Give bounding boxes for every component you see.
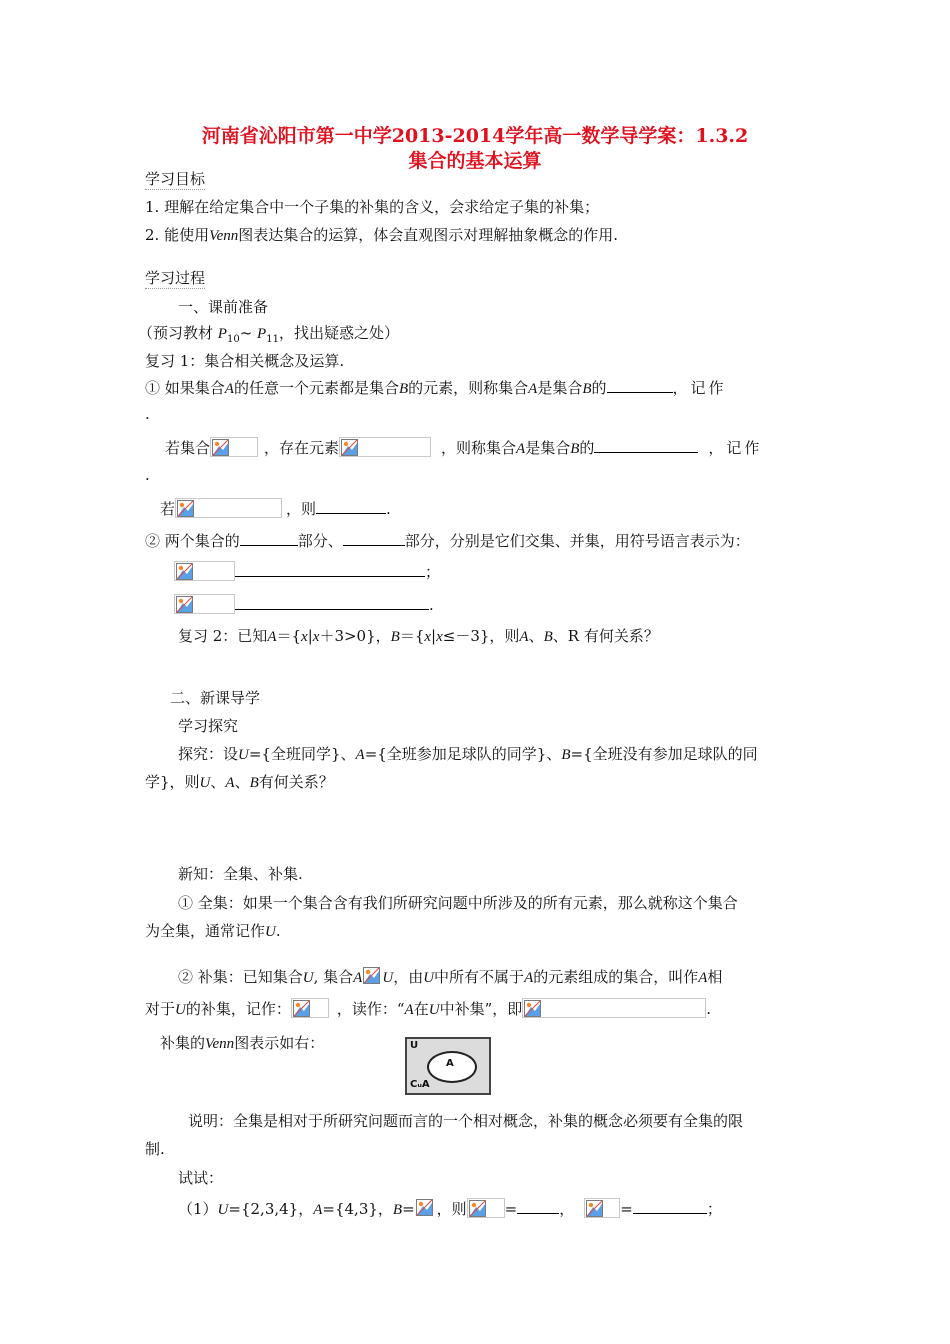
document-title-line1: 河南省沁阳市第一中学2013-2014学年高一数学导学案：1.3.2 xyxy=(201,125,749,147)
review2: 复习 2：已知A＝{x|x＋3>0}，B＝{x|x≤－3}，则A、B、R 有何关系？ xyxy=(178,627,659,645)
document-title-line2: 集合的基本运算 xyxy=(408,150,542,172)
venn-diagram xyxy=(405,1037,491,1095)
venn-complement-label: CᵤA xyxy=(410,1079,430,1090)
broken-image-icon xyxy=(524,1000,541,1017)
broken-image-icon xyxy=(416,1199,433,1216)
answer-blank[interactable] xyxy=(343,531,405,546)
answer-blank[interactable] xyxy=(240,531,298,546)
formula-image xyxy=(522,998,706,1018)
broken-image-icon xyxy=(341,439,358,456)
broken-image-icon xyxy=(469,1200,486,1217)
broken-image-icon xyxy=(212,439,229,456)
complement-line2: 对于U的补集，记作： ，读作：“A在U中补集”，即 . xyxy=(145,1000,712,1018)
complement-line1: ② 补集：已知集合U, 集合A U，由U中所有不属于A的元素组成的集合，叫作A相 xyxy=(178,968,723,986)
universal-set-line2: 为全集，通常记作U. xyxy=(145,922,281,940)
line-dot: . xyxy=(145,405,150,423)
review1-item1: ① 如果集合A的任意一个元素都是集合B的元素，则称集合A是集合B的 ，记作 xyxy=(145,379,727,397)
goal-item-1: 1. 理解在给定集合中一个子集的补集的含义，会求给定子集的补集； xyxy=(145,198,600,216)
new-knowledge: 新知：全集、补集. xyxy=(178,865,303,883)
try-1: （1）U={2,3,4}，A={4,3}，B= ，则 = ， = ； xyxy=(178,1200,722,1218)
venn-universal-label: U xyxy=(410,1040,419,1051)
universal-set-line1: ① 全集：如果一个集合含有我们所研究问题中所涉及的所有元素，那么就称这个集合 xyxy=(178,894,738,912)
venn-caption: 补集的Venn图表示如右： xyxy=(160,1034,325,1052)
broken-image-icon xyxy=(176,563,193,580)
review1-item2: ② 两个集合的 部分、 部分，分别是它们交集、并集，用符号语言表示为： xyxy=(145,532,750,550)
broken-image-icon xyxy=(363,967,380,984)
answer-blank[interactable] xyxy=(607,378,673,393)
intersection-line: ； xyxy=(174,561,440,582)
answer-blank[interactable] xyxy=(517,1199,559,1214)
answer-blank[interactable] xyxy=(235,595,429,610)
preview-line: （预习教材 $P_{10}\sim$ $P_{11}$，找出疑惑之处） xyxy=(138,324,399,345)
formula-image xyxy=(584,1198,620,1218)
formula-image xyxy=(174,561,235,581)
review1-line3: 若 ，则 . xyxy=(160,500,391,518)
formula-image xyxy=(174,594,235,614)
formula-image xyxy=(175,498,282,518)
note-line1: 说明：全集是相对于所研究问题而言的一个相对概念，补集的概念必须要有全集的限 xyxy=(188,1112,744,1130)
explore-heading: 学习探究 xyxy=(178,717,239,735)
venn-a-label: A xyxy=(446,1058,454,1069)
broken-image-icon xyxy=(177,500,194,517)
formula-image xyxy=(339,437,431,457)
goal-item-2: 2. 能使用Venn图表达集合的运算，体会直观图示对理解抽象概念的作用. xyxy=(145,226,619,244)
formula-image xyxy=(467,1198,505,1218)
explore-line1: 探究：设U={全班同学}、A={全班参加足球队的同学}、B={全班没有参加足球队的同 xyxy=(178,745,758,763)
answer-blank[interactable] xyxy=(594,438,698,453)
try-heading: 试试： xyxy=(178,1169,224,1187)
broken-image-icon xyxy=(586,1200,603,1217)
formula-image xyxy=(210,437,258,457)
note-line2: 制. xyxy=(145,1140,165,1158)
line-dot: . xyxy=(145,466,150,484)
review1-line2: 若集合 ，存在元素 ，则称集合A是集合B的 ，记作 xyxy=(165,439,763,457)
answer-blank[interactable] xyxy=(316,499,386,514)
formula-image xyxy=(415,1198,437,1218)
section2-heading: 二、新课导学 xyxy=(170,689,261,707)
explore-line2: 学}，则U、A、B有何关系？ xyxy=(145,773,334,791)
answer-blank[interactable] xyxy=(235,562,425,577)
review1-heading: 复习 1：集合相关概念及运算. xyxy=(145,352,345,370)
union-line: . xyxy=(174,594,434,615)
broken-image-icon xyxy=(176,596,193,613)
formula-image xyxy=(362,966,382,986)
broken-image-icon xyxy=(293,1000,310,1017)
formula-image xyxy=(291,998,329,1018)
answer-blank[interactable] xyxy=(633,1199,707,1214)
process-heading: 学习过程 xyxy=(145,269,206,287)
goals-heading: 学习目标 xyxy=(145,170,206,188)
section1-heading: 一、课前准备 xyxy=(178,298,269,316)
